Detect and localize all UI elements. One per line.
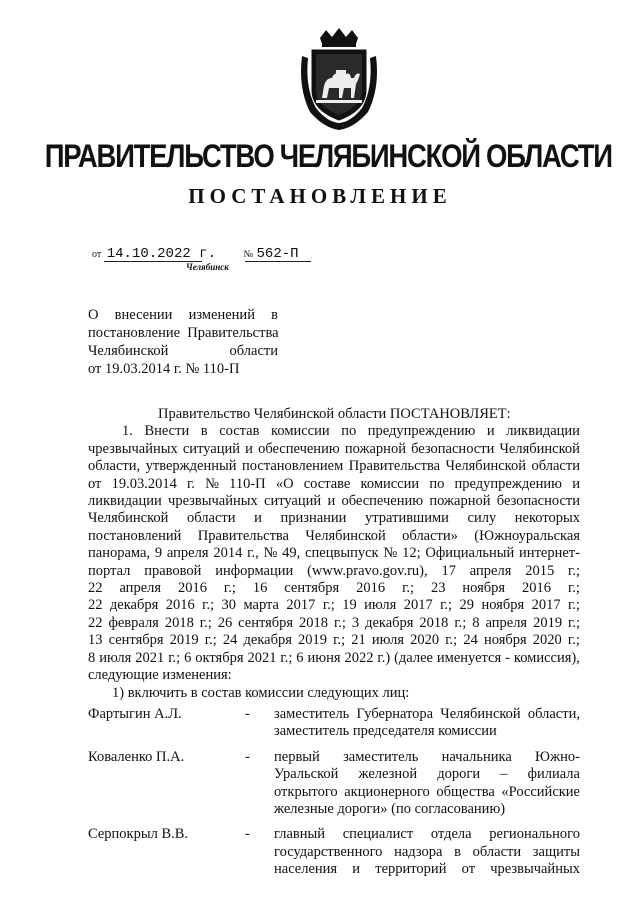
paragraph-word: по [341, 423, 357, 440]
position-word: филиала [527, 766, 580, 783]
position-text: железные дороги» (по согласованию) [274, 801, 506, 818]
paragraph-word: декабря [109, 597, 159, 614]
paragraph-word: и [254, 510, 262, 527]
paragraph-word: г.; [199, 614, 212, 631]
paragraph-word: г.; [568, 614, 580, 631]
paragraph-word: декабря [365, 614, 414, 631]
paragraph-line [88, 423, 580, 440]
paragraph-word: 17 [441, 562, 456, 579]
position-word: защиты [532, 843, 580, 860]
position-word: в [454, 843, 461, 860]
position-word: надзора [394, 843, 443, 860]
paragraph-word: апреля [469, 562, 512, 579]
paragraph-word: интернет- [519, 545, 580, 562]
paragraph-word: Челябинской [499, 440, 580, 457]
paragraph-word: 8 [472, 614, 480, 631]
paragraph-word: и [327, 493, 336, 510]
paragraph-word: портал [88, 562, 131, 579]
paragraph-word: г. [187, 475, 195, 492]
paragraph-word: безопасности [496, 493, 580, 510]
position-line [274, 749, 580, 766]
position-word: «Российские [501, 783, 580, 800]
paragraph-word: г.; [168, 649, 181, 666]
paragraph-word: 2021 [135, 649, 165, 666]
paragraph-word: г.; [567, 597, 580, 614]
position-word: от [461, 861, 476, 878]
paragraph-word: 2020 [410, 632, 440, 649]
paragraph-word: области» [402, 527, 458, 544]
paragraph-word: г.; [402, 580, 415, 597]
paragraph-1 [88, 423, 580, 702]
paragraph-word: 19 [342, 597, 357, 614]
position-word: специалист [342, 826, 414, 843]
position-word: Губернатора [356, 706, 434, 722]
paragraph-word: 110-П [229, 475, 266, 492]
paragraph-word: 24 [463, 632, 478, 649]
paragraph-word: 2021 [247, 649, 277, 666]
paragraph-word: г.; [322, 597, 335, 614]
paragraph-word: чрезвычайных [168, 493, 258, 510]
position-line [274, 723, 580, 740]
member-position [274, 749, 580, 819]
subject-line: постановление Правительства [88, 325, 279, 341]
member-dash: - [245, 706, 250, 722]
paragraph-line [88, 685, 580, 702]
paragraph-word: Челябинской [445, 458, 526, 475]
paragraph-word: 3 [351, 614, 360, 631]
paragraph-word: состав [219, 423, 260, 440]
paragraph-word: 2016 [177, 580, 207, 597]
paragraph-word: апреля [119, 580, 162, 597]
paragraph-word: 8 [88, 649, 96, 666]
paragraph-word: марта [243, 597, 279, 614]
paragraph-word: 29 [459, 597, 475, 614]
paragraph-word: 2018 [419, 614, 449, 631]
paragraph-word: - [505, 649, 510, 666]
position-line [274, 861, 580, 878]
position-word: начальника [441, 748, 512, 765]
position-word: территорий [375, 861, 447, 878]
paragraph-word: в [200, 423, 208, 440]
paragraph-word: 22 [88, 614, 103, 631]
paragraph-line [88, 510, 580, 527]
paragraph-line [88, 615, 580, 632]
paragraph-word: 2016 [356, 580, 386, 597]
paragraph-word: комиссия), [513, 649, 580, 666]
paragraph-word: силу [467, 510, 497, 527]
number-prefix: № [243, 249, 254, 260]
paragraph-line [88, 528, 580, 545]
position-word: железной [358, 766, 418, 783]
paragraph-word: утвержденный [145, 458, 237, 475]
paragraph-word: (далее [394, 649, 433, 666]
paragraph-word: июня [307, 649, 341, 666]
position-word: области, [527, 706, 580, 722]
paragraph-word: и [572, 475, 580, 492]
paragraph-word: постановлением [242, 458, 344, 475]
position-word: Челябинской [440, 706, 521, 722]
paragraph-word: предупреждению [454, 475, 563, 492]
paragraph-word: г.; [567, 580, 580, 597]
paragraph-word: комиссии [360, 475, 420, 492]
paragraph-word: г.; [333, 614, 346, 631]
government-title: ПРАВИТЕЛЬСТВО ЧЕЛЯБИНСКОЙ ОБЛАСТИ [44, 138, 612, 174]
paragraph-word: (www.pravo.gov.ru), [307, 562, 428, 579]
paragraph-word: июля [364, 597, 397, 614]
subject-line: О внесении изменений в [88, 307, 278, 323]
members-list [88, 706, 580, 879]
paragraph-word: сентября [108, 632, 164, 649]
paragraph-word: г.; [280, 649, 293, 666]
member-entry [88, 706, 580, 741]
paragraph-word: г.; [445, 632, 458, 649]
paragraph-word: Правительства [197, 527, 289, 544]
paragraph-word: 22 [88, 580, 103, 597]
paragraph-line [88, 493, 580, 510]
paragraph-word: ноября [481, 597, 525, 614]
paragraph-word: (Южноуральская [474, 527, 580, 544]
paragraph-word: чрезвычайных [88, 440, 178, 457]
member-dash: - [245, 826, 250, 843]
position-line [274, 826, 580, 843]
paragraph-word: правовой [144, 562, 202, 579]
member-name: Коваленко П.А. [88, 748, 185, 765]
paragraph-word: 26 [217, 614, 233, 631]
paragraph-word: обеспечению [341, 493, 424, 510]
position-word: чрезвычайных [490, 861, 580, 878]
position-line [274, 766, 580, 783]
paragraph-word: 2017 [403, 597, 433, 614]
position-word: Уральской [274, 766, 339, 783]
position-word: и [352, 861, 361, 878]
member-entry [88, 826, 580, 878]
paragraph-word: Официальный [425, 545, 515, 562]
paragraph-line [88, 458, 580, 475]
paragraph-word: постановлений [88, 527, 182, 544]
paragraph-line [88, 441, 580, 458]
paragraph-word: «О [275, 475, 294, 492]
paragraph-line [88, 632, 580, 649]
paragraph-word: г.; [223, 580, 236, 597]
paragraph-word: по [429, 475, 445, 492]
position-word: первый [274, 748, 320, 765]
paragraph-word: и [245, 440, 253, 457]
paragraph-word: некоторых [514, 510, 580, 527]
document-type: ПОСТАНОВЛЕНИЕ [188, 184, 452, 208]
paragraph-word: 2016 [522, 580, 552, 597]
position-word: дороги [437, 766, 481, 783]
paragraph-word: панорама, [88, 545, 151, 562]
paragraph-word: информации [215, 562, 294, 579]
position-word: государственного [274, 843, 383, 860]
paragraph-word: ноября [462, 580, 506, 597]
document-body [88, 406, 580, 702]
paragraph-word: 9 [154, 545, 163, 562]
paragraph-word: именуется [436, 649, 502, 666]
paragraph-word: ситуаций [182, 440, 240, 457]
paragraph-word: утратившими [365, 510, 449, 527]
paragraph-word: 6 [296, 649, 304, 666]
paragraph-word: безопасности [411, 440, 495, 457]
paragraph-word: 2020 [532, 632, 562, 649]
paragraph-word: № [383, 545, 398, 562]
position-word: заместитель [274, 706, 350, 722]
paragraph-word: сентября [238, 614, 294, 631]
paragraph-word: сентября [284, 580, 340, 597]
position-word: общества [436, 783, 495, 800]
paragraph-word: г.) [377, 649, 391, 666]
paragraph-word: апреля [166, 545, 209, 562]
member-position [274, 706, 580, 741]
paragraph-line [88, 597, 580, 614]
position-word: области [472, 843, 522, 860]
paragraph-word: 2018 [299, 614, 329, 631]
paragraph-line [88, 580, 580, 597]
paragraph-line [88, 545, 580, 562]
paragraph-word: г., [247, 545, 259, 562]
paragraph-word: 2018 [164, 614, 194, 631]
paragraph-word: г.; [454, 614, 467, 631]
paragraph-word: Челябинской [88, 510, 169, 527]
paragraph-word: предупреждению [367, 423, 476, 440]
paragraph-line [88, 667, 580, 684]
paragraph-word: Внести [144, 423, 190, 440]
paragraph-word: 6 [184, 649, 192, 666]
document-city: Челябинск [186, 262, 229, 272]
position-word: акционерного [344, 783, 430, 800]
paragraph-line [88, 650, 580, 667]
number-underline [245, 261, 311, 262]
paragraph-word: 24 [222, 632, 238, 649]
document-number: 562-П [256, 246, 299, 262]
paragraph-word: 22 [88, 597, 103, 614]
position-line [274, 844, 580, 861]
paragraph-line [88, 476, 580, 493]
date-number-line [92, 246, 299, 262]
paragraph-word: составе [303, 475, 351, 492]
paragraph-word: ситуаций [264, 493, 322, 510]
paragraph-text: 1) включить в состав комиссии следующих лиц: [112, 684, 410, 701]
paragraph-text: следующие изменения: [88, 667, 232, 684]
position-text: заместитель председателя комиссии [274, 723, 497, 740]
paragraph-word: 2022 [344, 649, 374, 666]
paragraph-word: апреля [485, 614, 528, 631]
paragraph-word: 2016 [165, 597, 195, 614]
member-name: Серпокрыл В.В. [88, 826, 189, 843]
position-line [274, 801, 580, 818]
paragraph-word: 2019 [298, 632, 328, 649]
paragraph-word: 2017 [286, 597, 316, 614]
paragraph-word: г.; [333, 632, 346, 649]
paragraph-word: г.; [204, 632, 217, 649]
paragraph-word: 2015 [525, 562, 555, 579]
paragraph-word: обеспечению [258, 440, 340, 457]
position-word: Южно- [535, 748, 580, 765]
paragraph-word: области [531, 458, 580, 475]
preamble: Правительство Челябинской области ПОСТАНОВЛЯЕТ: [158, 406, 511, 422]
paragraph-word: 21 [351, 632, 366, 649]
paragraph-word: области [187, 510, 236, 527]
position-word: открытого [274, 783, 338, 800]
paragraph-word: 2019 [169, 632, 199, 649]
member-dash: - [245, 748, 250, 765]
subject-line: от 19.03.2014 г. № 110-П [88, 361, 240, 377]
paragraph-word: июля [99, 649, 132, 666]
paragraph-word: Правительства [348, 458, 441, 475]
paragraph-word: 23 [430, 580, 446, 597]
paragraph-word: г.; [202, 597, 215, 614]
paragraph-word: 1. [122, 423, 133, 440]
position-line [274, 784, 580, 801]
position-word: заместитель [343, 748, 419, 765]
paragraph-word: от [88, 475, 102, 492]
member-entry [88, 749, 580, 819]
paragraph-word: 2014 [213, 545, 243, 562]
paragraph-word: 30 [221, 597, 237, 614]
paragraph-word: признании [280, 510, 347, 527]
paragraph-word: ликвидации [88, 493, 162, 510]
paragraph-word: ликвидации [506, 423, 580, 440]
paragraph-word: № [263, 545, 278, 562]
paragraph-word: и [486, 423, 495, 440]
paragraph-word: области, [88, 458, 141, 475]
paragraph-word: ноября [483, 632, 527, 649]
paragraph-word: пожарной [429, 493, 491, 510]
date-prefix: от [92, 249, 102, 260]
member-position [274, 826, 580, 878]
paragraph-word: июля [371, 632, 404, 649]
paragraph-word: пожарной [344, 440, 406, 457]
paragraph-word: 13 [88, 632, 103, 649]
position-word: главный [274, 826, 325, 843]
paragraph-word: октября [195, 649, 244, 666]
position-line [274, 706, 580, 723]
paragraph-word: февраля [108, 614, 159, 631]
paragraph-word: 49, [282, 545, 301, 562]
position-word: населения [274, 861, 338, 878]
document-subject [88, 306, 278, 378]
paragraph-word: декабря [243, 632, 292, 649]
paragraph-word: г.; [440, 597, 453, 614]
paragraph-word: комиссии [271, 423, 330, 440]
subject-line: Челябинской области [88, 343, 278, 359]
position-word: отдела [430, 826, 472, 843]
paragraph-word: 12; [402, 545, 421, 562]
paragraph-word: Челябинской [305, 527, 386, 544]
document-date: 14.10.2022 г. [106, 246, 216, 262]
paragraph-line [88, 563, 580, 580]
paragraph-word: г.; [567, 632, 580, 649]
position-word: регионального [489, 826, 580, 843]
member-name: Фартыгин А.Л. [88, 706, 182, 722]
paragraph-word: 2017 [531, 597, 561, 614]
paragraph-word: спецвыпуск [305, 545, 379, 562]
coat-of-arms-emblem [296, 28, 382, 132]
paragraph-word: № [205, 475, 219, 492]
paragraph-word: 16 [252, 580, 268, 597]
paragraph-word: г.; [568, 562, 580, 579]
position-word: – [500, 766, 508, 783]
paragraph-word: 19.03.2014 [111, 475, 177, 492]
paragraph-word: 2019 [533, 614, 563, 631]
